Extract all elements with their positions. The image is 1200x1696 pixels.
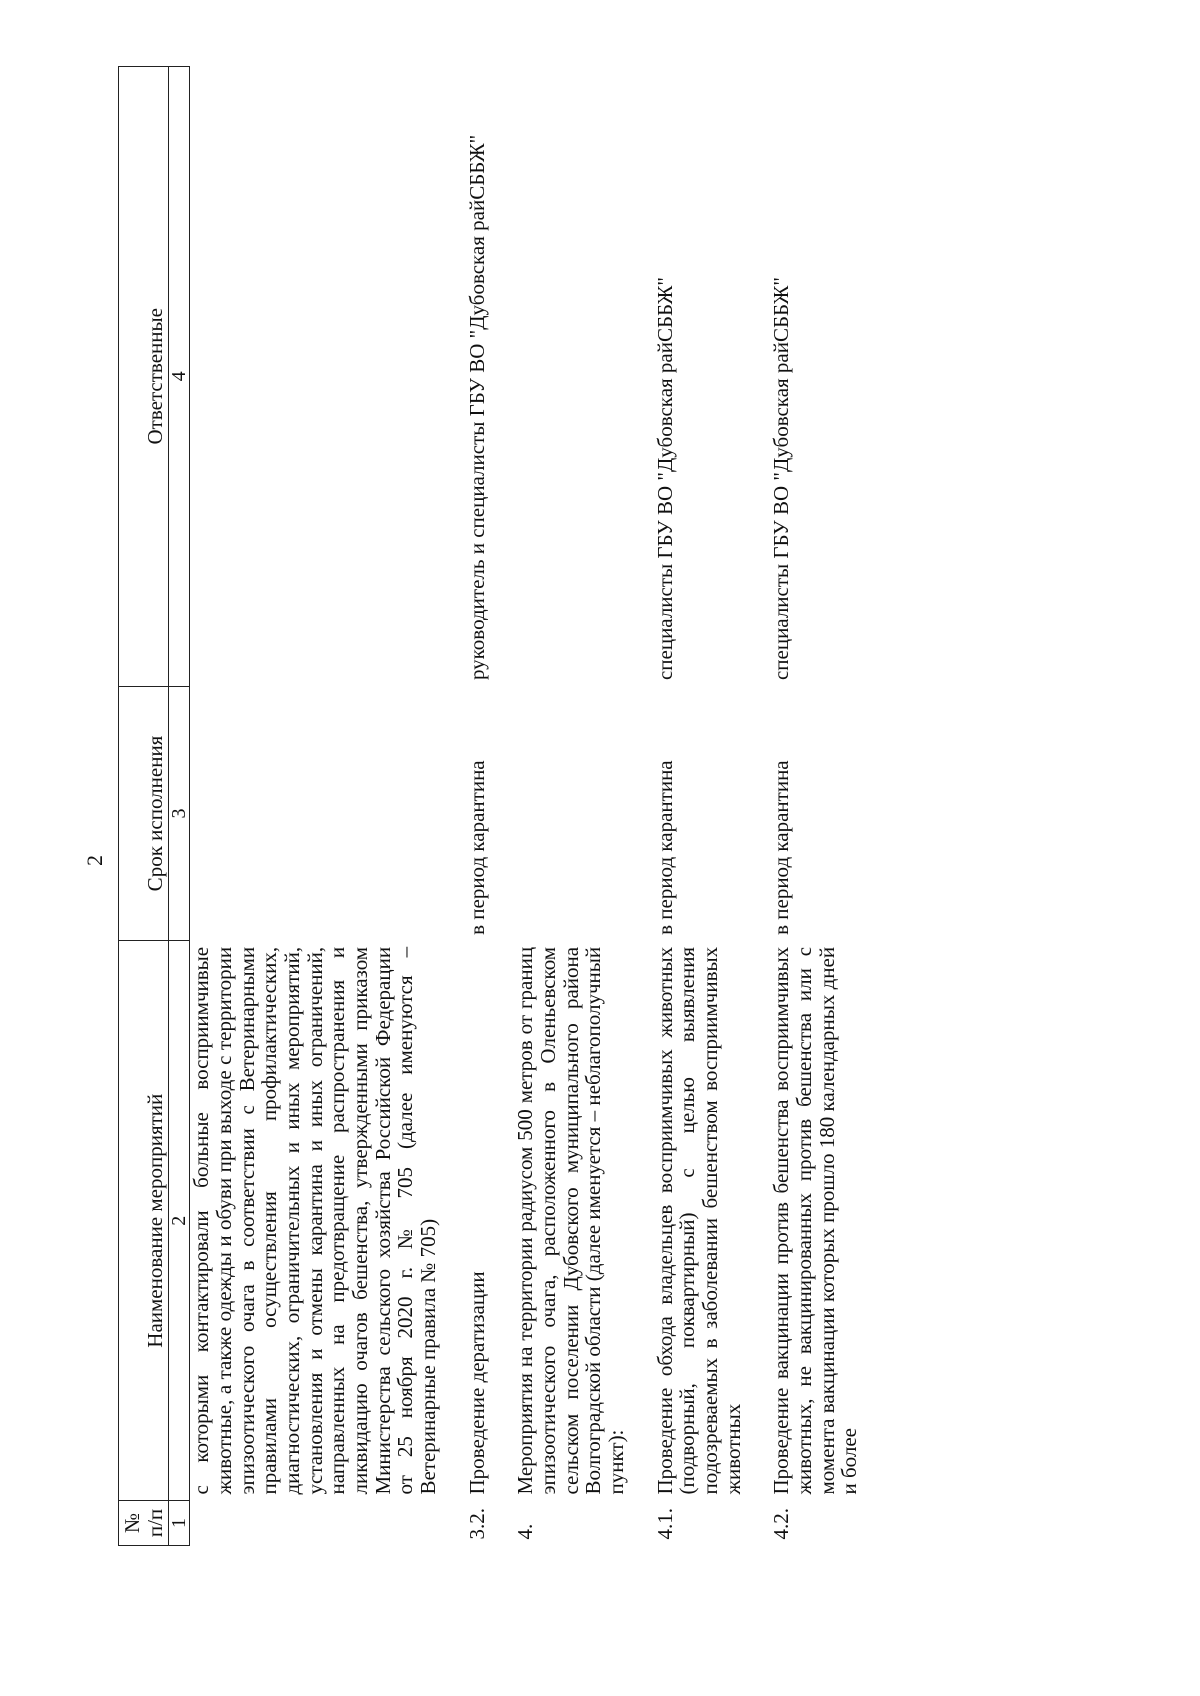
header-name: Наименование мероприятий: [119, 941, 169, 1501]
row-name: с которыми контактировали больные восприимчивые животные, а также одежды и обуви при выходе с территории эпизоотического очага в соответствии с Ветеринарными правилами осуществления профилактических, диагностических, ограничительных и иных мероприятий, установления и отмены карантина и иных ограничений, направленных на предотвращение распространения и ликвидацию очагов бешенства, утвержденными приказом Министерства сельского хозяйства Российской Федерации от 25 ноября 2020 г. № 705 (далее именуются – Ветеринарные правила № 705): [189, 946, 441, 1495]
column-number-row: [169, 67, 190, 1546]
row-name: Проведение обхода владельцев восприимчивых животных (подворный, поквартирный) с целью выявления подозреваемых в заболевании бешенством восприимчивых животных: [652, 946, 745, 1495]
row-term: в период карантина: [769, 760, 794, 935]
row-num: 4.1.: [652, 1508, 677, 1540]
row-responsible: руководитель и специалисты ГБУ ВО "Дубовская райСББЖ": [464, 134, 489, 681]
column-number: 3: [169, 686, 190, 941]
row-name: Проведение вакцинации против бешенства восприимчивых животных, не вакцинированных против бешенства или с момента вакцинации которых прошло 180 календарных дней и более: [769, 946, 862, 1495]
column-number: 1: [169, 1501, 190, 1546]
page-number: 2: [82, 855, 107, 866]
table-row: [628, 67, 745, 1546]
row-responsible: специалисты ГБУ ВО "Дубовская райСББЖ": [769, 277, 794, 681]
row-num: 3.2.: [464, 1508, 489, 1540]
header-term: Срок исполнения: [119, 686, 169, 941]
row-num: 4.2.: [769, 1508, 794, 1540]
table-header-row: [119, 67, 169, 1546]
row-term: в период карантина: [652, 760, 677, 935]
table-row: [744, 67, 861, 1546]
row-term: [190, 686, 440, 941]
row-term: в период карантина: [464, 760, 489, 935]
row-name: Проведение дератизации: [464, 1271, 489, 1495]
row-num: 4.: [513, 1523, 538, 1540]
column-number: 4: [169, 67, 190, 687]
table-row: [190, 67, 440, 1546]
header-num: № п/п: [119, 1501, 169, 1546]
table-row: [488, 67, 627, 1546]
row-name: Мероприятия на территории радиусом 500 метров от границ эпизоотического очага, расположенного в Оленьевском сельском поселении Дубовского муниципального района Волгоградской области (далее именуется – неблагополучный пункт):: [513, 946, 629, 1495]
column-number: 2: [169, 941, 190, 1501]
row-num: [190, 1501, 440, 1546]
row-responsible: [488, 67, 627, 687]
measures-table: [118, 66, 861, 1546]
header-responsible: Ответственные: [119, 67, 169, 687]
table-row: [440, 67, 489, 1546]
row-responsible: специалисты ГБУ ВО "Дубовская райСББЖ": [652, 277, 677, 681]
row-term: [488, 686, 627, 941]
row-responsible: [190, 67, 440, 687]
